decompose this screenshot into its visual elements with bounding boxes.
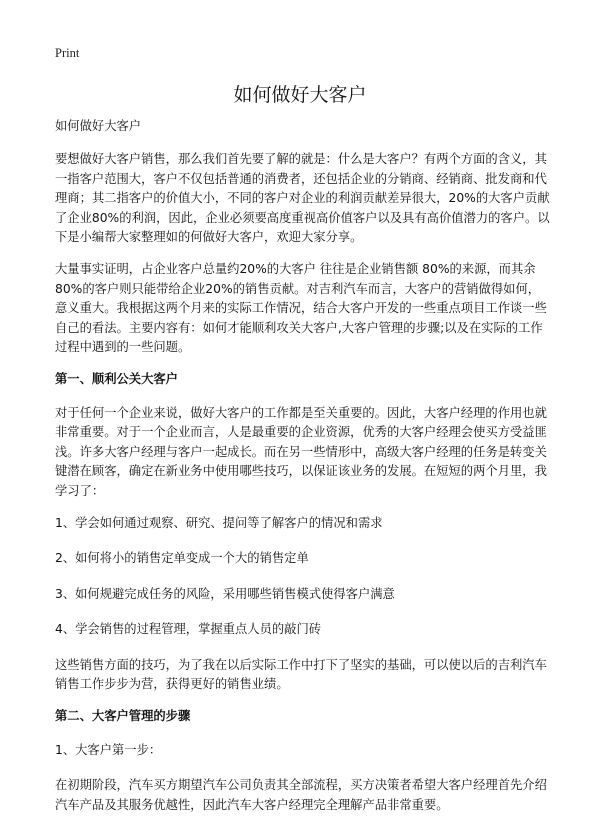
section-heading: 第一、顺利公关大客户 xyxy=(55,372,178,387)
list-item: 1、学会如何通过观察、研究、提问等了解客户的情况和需求 xyxy=(55,515,383,530)
intro-paragraph: 要想做好大客户销售，那么我们首先要了解的就是：什么是大客户？有两个方面的含义，其一指客户范围大，客户不仅包括普通的消费者，还包括企业的分销商、经销商、批发商和代理商；其二指客户的价值大小，不同的客户对企业的利润贡献差异很大，20%的大客户贡献了企业80%的利润，因此，企业必须要高度重视高价值客户以及具有高价值潜力的客户。以下是小编帮大家整理如的何做好大客户，欢迎大家分享。 xyxy=(55,152,550,245)
section-paragraph: 在初期阶段，汽车买方期望汽车公司负责其全部流程，买方决策者希望大客户经理首先介绍汽车产品及其服务优越性，因此汽车大客户经理完全理解产品非常重要。 xyxy=(55,778,547,812)
section-heading: 第二、大客户管理的步骤 xyxy=(55,709,191,724)
document-title: 如何做好大客户 xyxy=(233,84,367,106)
list-item: 1、大客户第一步： xyxy=(55,742,162,757)
document-subtitle: 如何做好大客户 xyxy=(55,119,142,133)
list-item: 2、如何将小的销售定单变成一个大的销售定单 xyxy=(55,551,309,566)
section-paragraph: 这些销售方面的技巧，为了我在以后实际工作中打下了坚实的基础，可以使以后的吉利汽车销售工作步步为营，获得更好的销售业绩。 xyxy=(55,657,547,691)
list-item: 4、学会销售的过程管理，掌握重点人员的敲门砖 xyxy=(55,622,322,637)
print-link[interactable]: Print xyxy=(55,46,80,60)
section-paragraph: 对于任何一个企业来说，做好大客户的工作都是至关重要的。因此，大客户经理的作用也就非常重要。对于一个企业而言，人是最重要的企业资源，优秀的大客户经理会使买方受益匪浅。许多大客户经理与客户一起成长。而在另一些情形中，高级大客户经理的任务是转变关键潜在顾客，确定在新业务中使用哪些技巧，以保证该业务的发展。在短短的两个月里，我学习了： xyxy=(55,405,547,498)
document-body xyxy=(55,117,551,828)
intro-paragraph: 大量事实证明，占企业客户总量约20%的大客户 往往是企业销售额 80%的来源，而其余80%的客户则只能带给企业20%的销售贡献。对吉利汽车而言，大客户的营销做得如何，意义重大。我根据这两个月来的实际工作情况，结合大客户开发的一些重点项目工作谈一些自己的看法。主要内容有：如何才能顺利攻关大客户,大客户管理的步骤;以及在实际的工作过程中遇到的一些问题。 xyxy=(55,262,547,355)
list-item: 3、如何规避完成任务的风险，采用哪些销售模式使得客户满意 xyxy=(55,586,395,601)
